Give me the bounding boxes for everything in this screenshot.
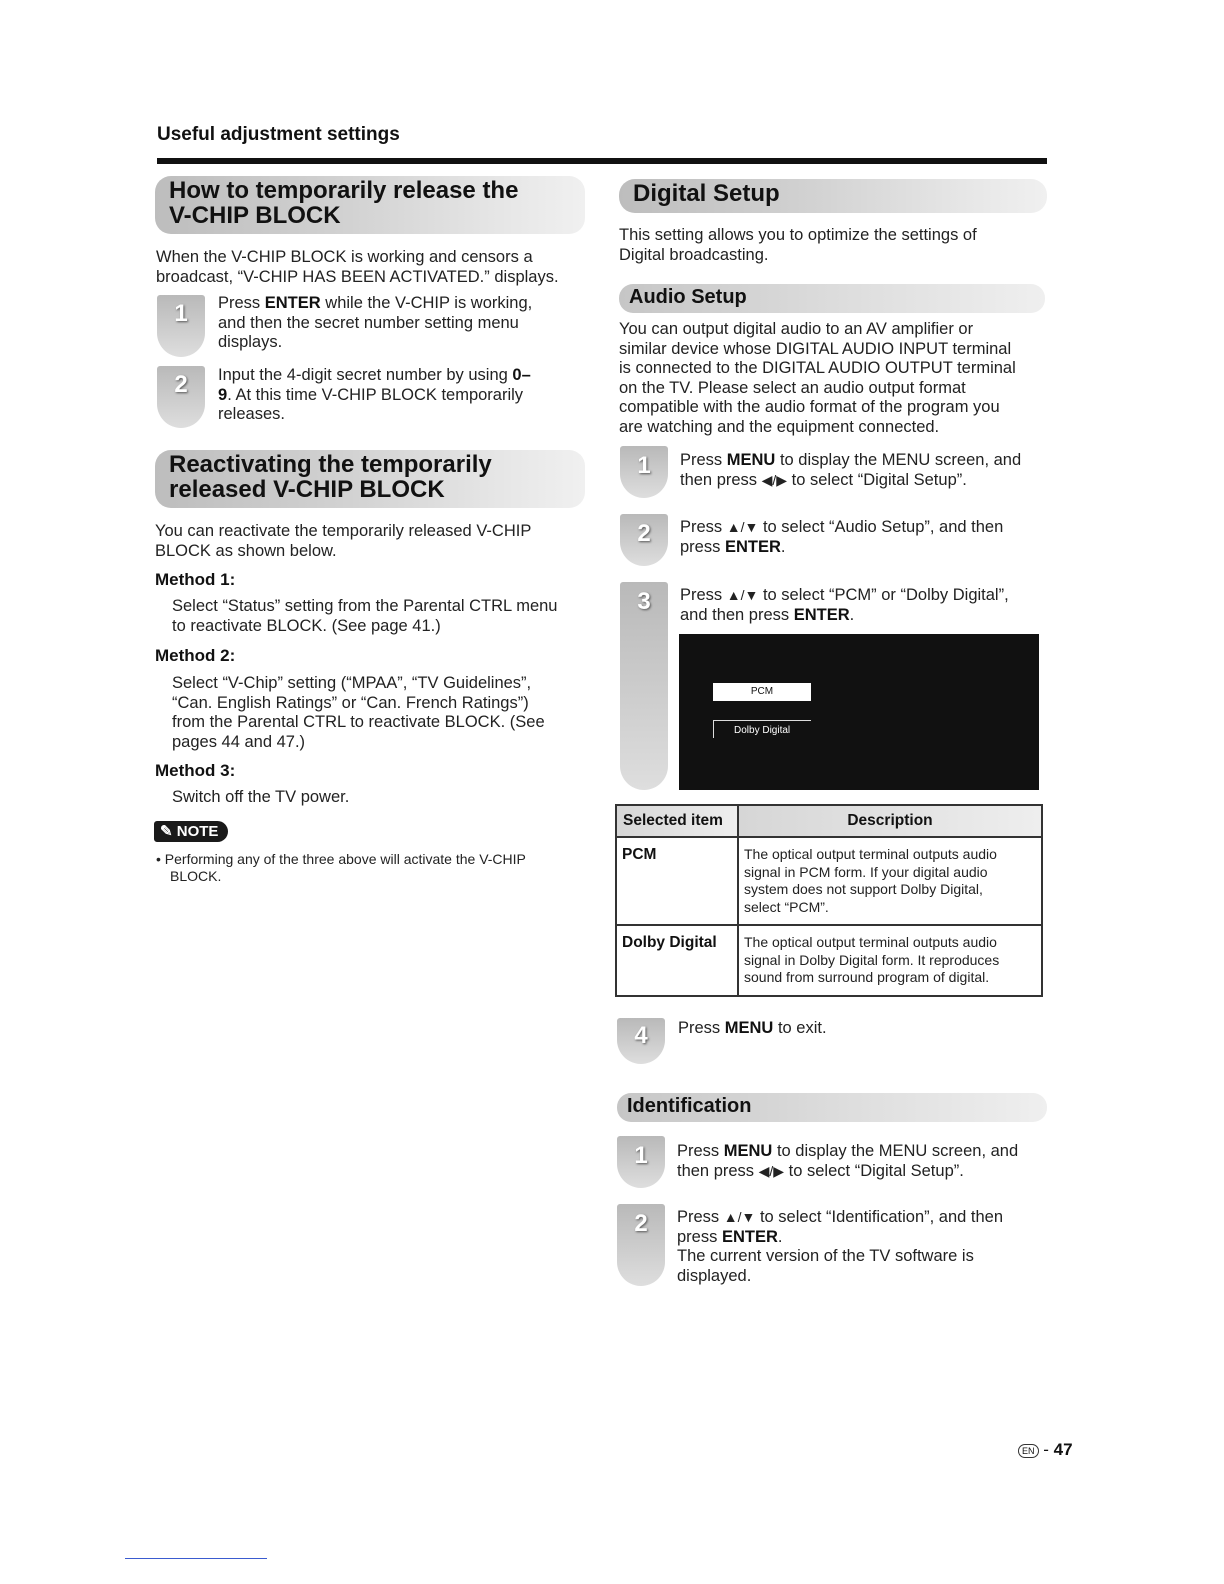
step-number: 1 [637,452,651,479]
text-line: system does not support Dolby Digital, [744,881,983,897]
audio-step-badge-2 [620,514,668,566]
text-line: signal in Dolby Digital form. It reproduces [744,951,1000,968]
vchip-step-1-text [218,294,598,353]
audio-step-badge-4 [617,1018,665,1064]
text-line: signal in PCM form. If your digital audio [744,863,988,880]
dolby-digital-option: Dolby Digital [713,720,811,738]
text-line: You can output digital audio to an AV amplifier or [619,320,974,338]
text-span: Press [680,518,727,536]
audio-step-4-text [678,1019,1058,1039]
tv-screen-illustration [679,634,1039,790]
audio-step-3-text [680,586,1060,625]
banner-line-2: V-CHIP BLOCK [169,202,341,229]
table-row [616,837,1042,925]
table-row [616,925,1042,996]
text-span: to select “Digital Setup”. [787,470,967,489]
text-line: pages 44 and 47.) [172,732,306,751]
text-line: to reactivate BLOCK. (See page 41.) [172,616,441,635]
text-line: similar device whose DIGITAL AUDIO INPUT terminal [619,339,1012,358]
page-number: 47 [1053,1440,1073,1459]
step-number: 3 [637,588,651,615]
digital-intro [619,226,1049,265]
ident-step-1-text [677,1142,1057,1181]
text-line: Digital broadcasting. [619,245,769,264]
text-span: and then press [680,605,794,624]
table-cell-item: PCM [616,837,738,925]
method-2-label: Method 2: [155,646,236,665]
key-digits: 9 [218,385,228,404]
text-span: while the V-CHIP is working, [320,294,533,312]
footnote-rule [125,1558,267,1559]
method-1-label: Method 1: [155,570,236,589]
banner-title: Audio Setup [629,286,747,308]
up-down-arrows-icon: ▲/▼ [723,1209,756,1225]
text-span: Press [677,1208,724,1226]
text-line: compatible with the audio format of the program you [619,398,1000,416]
text-span: Performing any of the three above will activate the V-CHIP [164,851,526,867]
text-span: to exit. [773,1019,827,1037]
note-badge [154,822,228,841]
key-menu: MENU [726,451,776,469]
text-line: The current version of the TV software is [677,1247,974,1265]
vchip-intro [156,248,596,287]
header-selected-item: Selected item [616,805,738,837]
audio-output-table [615,804,1043,997]
text-line: select “PCM”. [744,898,829,915]
vchip-release-banner [155,176,585,234]
vchip-step-2-text [218,366,598,425]
table-cell-desc [738,925,1042,996]
reactivate-intro [155,522,595,561]
text-span: to select “PCM” or “Dolby Digital”, [758,586,1009,604]
text-span: . At this time V-CHIP BLOCK temporarily [227,385,524,404]
text-span: press [677,1227,722,1246]
reactivate-banner [155,450,585,508]
text-line: displayed. [677,1266,752,1285]
text-span: . [849,605,855,624]
text-span: press [680,537,725,556]
text-line: BLOCK as shown below. [155,541,337,560]
text-line: You can reactivate the temporarily released V-CHIP [155,522,532,540]
key-enter: ENTER [264,294,321,312]
up-down-arrows-icon: ▲/▼ [726,587,759,603]
header-description: Description [738,805,1042,837]
page-number-block [1018,1440,1073,1460]
key-menu: MENU [723,1142,773,1160]
table-cell-item: Dolby Digital [616,925,738,996]
step-badge-2 [157,366,205,428]
method-3-label: Method 3: [155,761,236,780]
step-number: 1 [174,300,188,327]
ident-step-badge-1 [617,1136,665,1188]
text-line: Select “Status” setting from the Parental CTRL menu [172,597,558,615]
method-3-text [172,788,602,808]
step-number: 4 [634,1022,648,1049]
note-text [156,851,596,885]
table-cell-desc [738,837,1042,925]
step-number: 2 [637,520,651,547]
bullet-icon: • [156,851,165,867]
text-line: on the TV. Please select an audio output format [619,378,966,397]
header-rule [157,158,1047,164]
audio-setup-banner [619,284,1045,313]
step-number: 2 [174,371,188,398]
text-span: Press [680,451,727,469]
text-line: and then the secret number setting menu [218,313,519,332]
key-digits: 0– [512,366,531,384]
text-line: The optical output terminal outputs audio [744,934,997,950]
banner-line-1: Reactivating the temporarily [169,451,492,478]
text-line: The optical output terminal outputs audio [744,846,997,862]
banner-title: Digital Setup [633,180,780,207]
audio-step-2-text [680,518,1060,557]
key-menu: MENU [724,1019,774,1037]
text-span: then press [677,1161,759,1180]
note-label: NOTE [176,823,219,840]
audio-step-1-text [680,451,1060,490]
text-line: broadcast, “V-CHIP HAS BEEN ACTIVATED.” displays. [156,267,559,286]
up-down-arrows-icon: ▲/▼ [726,519,759,535]
text-line: is connected to the DIGITAL AUDIO OUTPUT terminal [619,359,1016,377]
method-2-text [172,674,602,752]
language-badge: EN [1018,1444,1039,1458]
text-span: Press [678,1019,725,1037]
banner-title: Identification [627,1095,752,1117]
audio-intro [619,320,1049,437]
text-span: to display the MENU screen, and [775,451,1022,469]
pcm-option: PCM [713,683,811,701]
dash-separator: - [1038,1440,1054,1459]
left-right-arrows-icon: ◀/▶ [758,1162,785,1179]
key-enter: ENTER [793,605,850,624]
key-enter: ENTER [721,1227,778,1246]
key-enter: ENTER [724,537,781,556]
text-span: to select “Identification”, and then [755,1208,1004,1226]
text-line: This setting allows you to optimize the settings of [619,226,977,244]
audio-step-badge-1 [620,446,668,498]
ident-step-badge-2 [617,1204,665,1286]
audio-step-badge-3 [620,582,668,790]
step-number: 1 [634,1142,648,1169]
step-badge-1 [157,295,205,357]
text-line: releases. [218,405,285,423]
page-header: Useful adjustment settings [157,124,400,145]
text-line: are watching and the equipment connected. [619,417,940,436]
text-span: . [777,1227,783,1246]
ident-step-2-text [677,1208,1057,1286]
text-span: Press [218,294,265,312]
note-badge-shape [154,821,228,842]
text-line: displays. [218,333,283,351]
text-span: . [780,537,786,556]
text-line: BLOCK. [170,868,222,884]
identification-banner [617,1093,1047,1122]
text-line: sound from surround program of digital. [744,969,990,985]
pencil-icon: ✎ [160,823,177,840]
text-span: Press [677,1142,724,1160]
text-span: to select “Digital Setup”. [784,1161,964,1180]
text-line: from the Parental CTRL to reactivate BLOCK. (See [172,713,545,731]
text-span: Press [680,586,727,604]
text-span: to select “Audio Setup”, and then [758,518,1004,536]
left-right-arrows-icon: ◀/▶ [761,471,788,488]
banner-line-1: How to temporarily release the [169,177,519,204]
text-line: Switch off the TV power. [172,788,350,806]
text-line: Select “V-Chip” setting (“MPAA”, “TV Guidelines”, [172,674,532,692]
text-span: Input the 4-digit secret number by using [218,366,513,384]
banner-line-2: released V-CHIP BLOCK [169,476,445,503]
table-header-row [616,805,1042,837]
step-number: 2 [634,1210,648,1237]
text-span: to display the MENU screen, and [772,1142,1019,1160]
text-line: “Can. English Ratings” or “Can. French Ratings”) [172,693,529,712]
digital-setup-banner [619,179,1047,213]
method-1-text [172,597,602,636]
text-span: then press [680,470,762,489]
text-line: When the V-CHIP BLOCK is working and censors a [156,248,533,266]
